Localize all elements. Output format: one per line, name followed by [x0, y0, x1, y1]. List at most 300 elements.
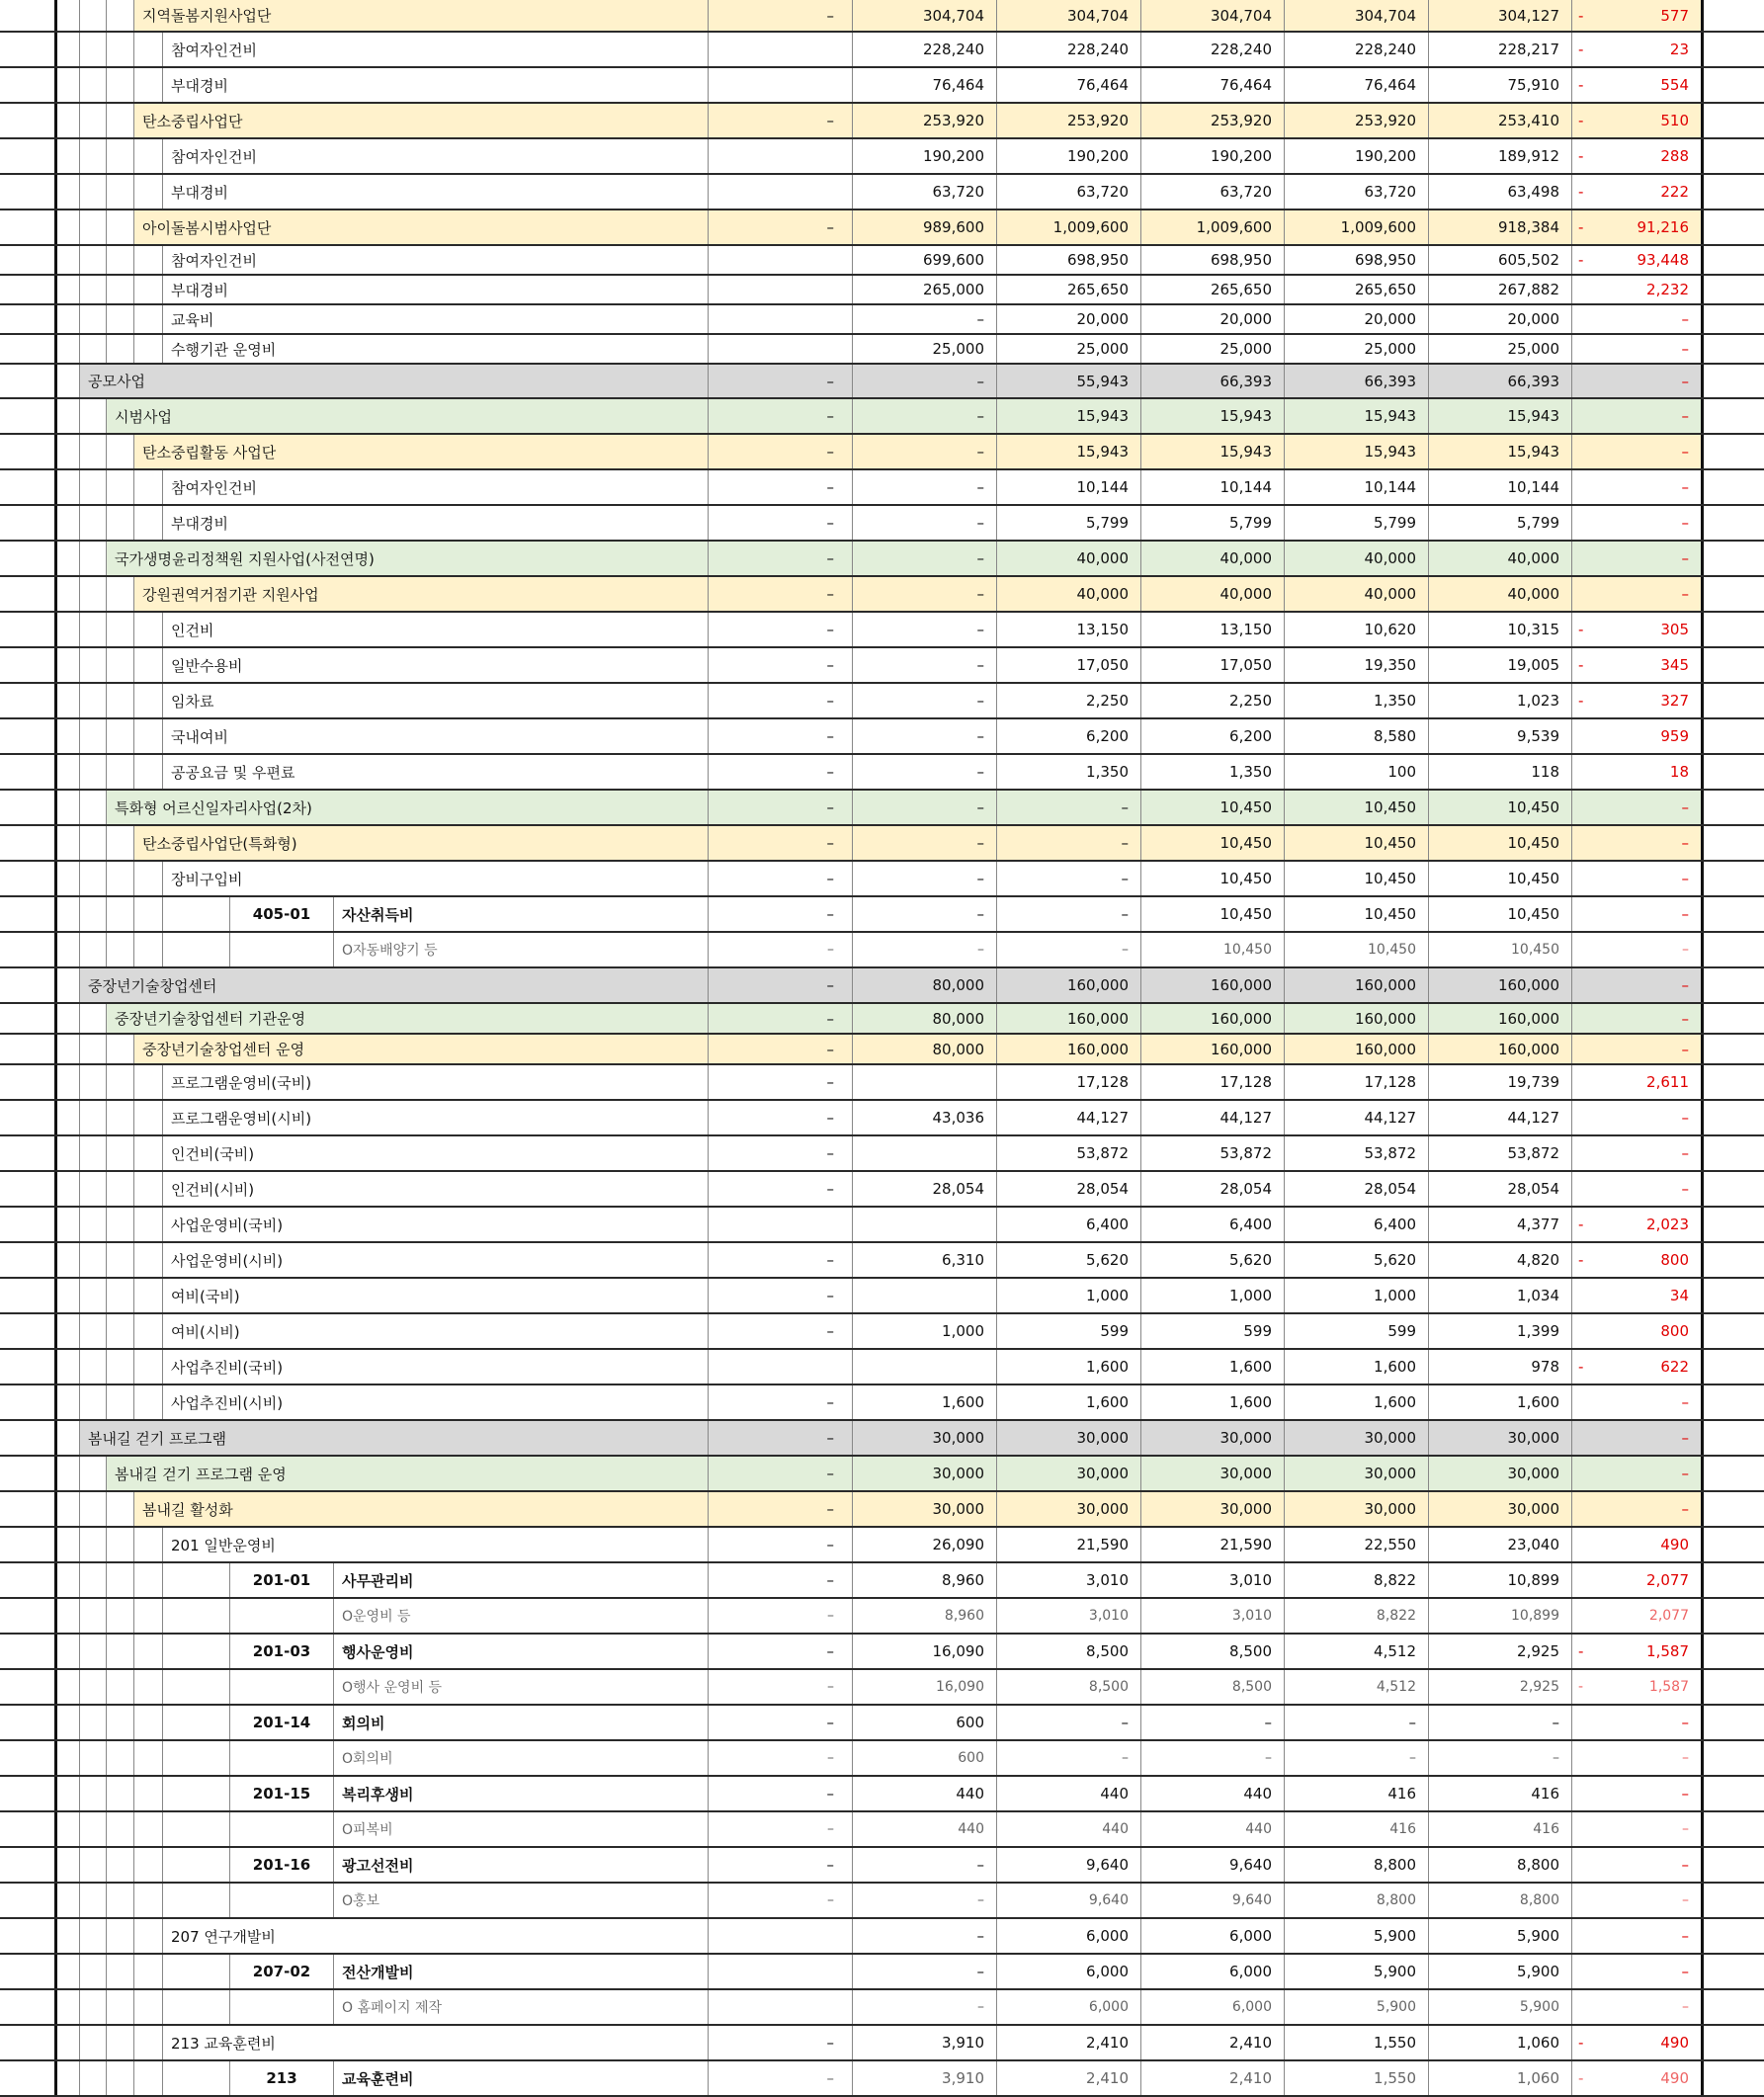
amount: 6,000: [1086, 1927, 1129, 1945]
table-border-right: [1701, 1004, 1704, 1033]
indent-cell: [163, 1990, 230, 2024]
indent-cell: [107, 1492, 134, 1526]
indent-cell: [134, 1065, 163, 1099]
item-label-cell: [107, 399, 709, 433]
amount-cell: [1141, 399, 1285, 433]
difference-cell: [1572, 648, 1701, 682]
marker: –: [826, 6, 834, 25]
amount-cell: [1285, 470, 1429, 504]
difference-cell: [1572, 613, 1701, 646]
marker: –: [826, 585, 834, 603]
page-margin: [0, 862, 54, 895]
amount-cell: [853, 104, 997, 137]
indent-cell: [107, 933, 134, 966]
amount: –: [976, 514, 984, 532]
amount-cell: [1141, 305, 1285, 333]
amount-cell: [997, 1812, 1141, 1846]
indent-cell: [80, 104, 107, 137]
amount-cell: [853, 246, 997, 274]
page-margin: [0, 1385, 54, 1419]
difference-cell: [1572, 1314, 1701, 1348]
indent-cell: [107, 862, 134, 895]
item-label-cell: [163, 613, 709, 646]
marker: –: [826, 112, 834, 129]
amount: 10,450: [1219, 905, 1272, 923]
table-row: [0, 276, 1764, 305]
budget-code-cell: [230, 897, 334, 931]
indent-cell: [57, 210, 80, 244]
amount-cell: [1429, 1599, 1572, 1633]
indent-cell: [57, 1492, 80, 1526]
amount: 9,640: [1088, 1892, 1129, 1908]
indent-cell: [80, 2061, 107, 2095]
difference-cell: [1572, 1136, 1701, 1170]
indent-cell: [57, 399, 80, 433]
indent-cell: [80, 1528, 107, 1561]
difference-value: –: [1681, 1714, 1689, 1731]
amount: 1,600: [1374, 1393, 1416, 1411]
difference-value: 2,611: [1646, 1073, 1689, 1091]
amount: 1,600: [942, 1393, 984, 1411]
amount: 978: [1531, 1358, 1559, 1376]
indent-cell: [107, 1955, 134, 1988]
indent-cell: [134, 1955, 163, 1988]
amount-cell: [853, 1314, 997, 1348]
amount: 10,450: [1511, 942, 1559, 958]
amount-cell: [1285, 684, 1429, 717]
indent-cell: [57, 1670, 80, 1704]
amount: 1,600: [1229, 1358, 1272, 1376]
item-label-cell: [134, 577, 709, 611]
difference-value: –: [1681, 905, 1689, 923]
indent-cell: [107, 1101, 134, 1134]
table-row: [0, 435, 1764, 470]
indent-cell: [80, 1741, 107, 1775]
item-label: 봄내길 활성화: [142, 1500, 233, 1519]
difference-cell: [1572, 435, 1701, 468]
amount: 8,960: [942, 1571, 984, 1589]
indent-cell: [134, 1314, 163, 1348]
amount: 8,822: [1376, 1608, 1416, 1624]
amount: 698,950: [1354, 251, 1416, 269]
amount-cell: [853, 826, 997, 860]
amount: 10,450: [1219, 870, 1272, 887]
indent-cell: [107, 648, 134, 682]
amount-cell: [1429, 210, 1572, 244]
indent-cell: [57, 1777, 80, 1810]
amount-cell: [1429, 1706, 1572, 1739]
item-label: 중장년기술창업센터 기관운영: [115, 1010, 306, 1028]
indent-cell: [80, 435, 107, 468]
indent-cell: [57, 305, 80, 333]
table-row: [0, 755, 1764, 791]
amount: 30,000: [932, 1500, 984, 1518]
amount: 17,128: [1364, 1073, 1416, 1091]
amount-cell: [1429, 1884, 1572, 1917]
table-row: [0, 1243, 1764, 1279]
indent-cell: [107, 1599, 134, 1633]
indent-cell: [107, 1990, 134, 2024]
indent-cell: [57, 933, 80, 966]
page-margin: [0, 210, 54, 244]
marker-cell: [709, 1706, 853, 1739]
amount-cell: [997, 1777, 1141, 1810]
amount-cell: [853, 1848, 997, 1882]
difference-value: –: [1681, 1963, 1689, 1980]
amount: 30,000: [1076, 1465, 1129, 1482]
indent-cell: [57, 104, 80, 137]
amount-cell: [1429, 1990, 1572, 2024]
indent-cell: [80, 1004, 107, 1033]
marker: –: [826, 218, 834, 236]
amount: 1,350: [1086, 763, 1129, 781]
indent-cell: [80, 1208, 107, 1241]
indent-cell: [57, 68, 80, 102]
amount-cell: [853, 1172, 997, 1206]
indent-cell: [134, 276, 163, 303]
table-row: [0, 1457, 1764, 1492]
marker-cell: [709, 1777, 853, 1810]
amount-cell: [1429, 1919, 1572, 1953]
indent-cell: [134, 2026, 163, 2059]
amount: 9,640: [1229, 1856, 1272, 1874]
amount-cell: [1285, 1919, 1429, 1953]
amount-cell: [1141, 1777, 1285, 1810]
difference-cell: [1572, 1777, 1701, 1810]
table-row: [0, 2061, 1764, 2097]
marker-cell: [709, 791, 853, 824]
amount: 6,200: [1229, 727, 1272, 745]
indent-cell: [107, 139, 134, 173]
amount: 80,000: [932, 976, 984, 994]
difference-value: –: [1681, 340, 1689, 358]
amount-cell: [1141, 104, 1285, 137]
amount: 53,872: [1076, 1144, 1129, 1162]
page-margin: [0, 1670, 54, 1704]
item-label: 탄소중립사업단(특화형): [142, 834, 297, 853]
marker: –: [827, 942, 834, 958]
amount: 26,090: [932, 1536, 984, 1553]
amount: 599: [1387, 1322, 1416, 1340]
item-label: 참여자인건비: [171, 41, 257, 59]
table-border-right: [1701, 684, 1704, 717]
difference-value: 959: [1660, 727, 1689, 745]
difference-value: 18: [1669, 763, 1689, 781]
amount-cell: [997, 506, 1141, 540]
amount: –: [1122, 942, 1129, 958]
amount: 6,000: [1229, 1927, 1272, 1945]
amount-cell: [1285, 104, 1429, 137]
amount-cell: [997, 435, 1141, 468]
table-row: [0, 1172, 1764, 1208]
difference-cell: [1572, 684, 1701, 717]
page-margin: [0, 1035, 54, 1063]
difference-value: 1,587: [1646, 1642, 1689, 1660]
item-label-cell: [163, 246, 709, 274]
amount-cell: [1429, 365, 1572, 397]
amount: 1,000: [1229, 1287, 1272, 1304]
amount-cell: [1141, 276, 1285, 303]
marker-cell: [709, 1812, 853, 1846]
amount: 160,000: [1497, 976, 1559, 994]
table-row: [0, 1919, 1764, 1955]
amount: 17,128: [1076, 1073, 1129, 1091]
item-label: 공공요금 및 우편료: [171, 763, 295, 782]
item-label: 중장년기술창업센터: [88, 976, 217, 995]
table-row: [0, 613, 1764, 648]
amount: 1,023: [1517, 692, 1559, 710]
page-margin: [0, 791, 54, 824]
amount: 190,200: [1354, 147, 1416, 165]
item-label-cell: [134, 1035, 709, 1063]
amount-cell: [1429, 1314, 1572, 1348]
indent-cell: [107, 1314, 134, 1348]
difference-cell: [1572, 139, 1701, 173]
marker-cell: [709, 305, 853, 333]
indent-cell: [134, 139, 163, 173]
amount-cell: [1141, 791, 1285, 824]
page-margin: [0, 1457, 54, 1490]
amount-cell: [1141, 1884, 1285, 1917]
marker: –: [826, 1109, 834, 1127]
amount-cell: [1429, 305, 1572, 333]
page-margin: [0, 1812, 54, 1846]
amount-cell: [1429, 1421, 1572, 1455]
amount: 440: [1100, 1785, 1129, 1803]
marker: –: [826, 763, 834, 781]
table-border-right: [1701, 1563, 1704, 1597]
amount-cell: [1141, 1350, 1285, 1384]
page-margin: [0, 1492, 54, 1526]
item-label-cell: [134, 210, 709, 244]
amount: 10,450: [1364, 798, 1416, 816]
amount-cell: [997, 1101, 1141, 1134]
item-label-cell: [334, 1884, 709, 1917]
marker-cell: [709, 175, 853, 209]
page-margin: [0, 968, 54, 1002]
indent-cell: [57, 139, 80, 173]
amount-cell: [1429, 542, 1572, 575]
indent-cell: [57, 33, 80, 66]
amount: 30,000: [932, 1465, 984, 1482]
indent-cell: [107, 1172, 134, 1206]
amount: –: [1121, 834, 1129, 852]
amount: 5,799: [1229, 514, 1272, 532]
amount: 40,000: [1364, 549, 1416, 567]
amount: 76,464: [932, 76, 984, 94]
amount: 8,800: [1519, 1892, 1559, 1908]
amount-cell: [1141, 755, 1285, 789]
amount-cell: [1429, 826, 1572, 860]
page-margin: [0, 613, 54, 646]
amount: –: [1121, 798, 1129, 816]
page-margin: [0, 33, 54, 66]
amount-cell: [1429, 1635, 1572, 1668]
indent-cell: [163, 1599, 230, 1633]
indent-cell: [80, 335, 107, 363]
page-margin: [0, 305, 54, 333]
amount: 416: [1531, 1785, 1559, 1803]
amount: 1,060: [1517, 2069, 1559, 2087]
amount-cell: [1285, 1136, 1429, 1170]
marker-cell: [709, 1279, 853, 1312]
amount: 2,250: [1086, 692, 1129, 710]
marker-cell: [709, 968, 853, 1002]
difference-value: –: [1681, 1144, 1689, 1162]
indent-cell: [57, 968, 80, 1002]
table-row: [0, 1314, 1764, 1350]
item-label: 인건비(국비): [171, 1144, 255, 1163]
amount: 63,498: [1507, 183, 1559, 201]
indent-cell: [80, 1101, 107, 1134]
item-label-cell: [334, 1599, 709, 1633]
table-row: [0, 1421, 1764, 1457]
item-label: 자산취득비: [342, 905, 414, 924]
amount: 1,350: [1374, 692, 1416, 710]
budget-code: 201-01: [252, 1571, 311, 1589]
difference-value: –: [1682, 1999, 1689, 2015]
indent-cell: [57, 335, 80, 363]
amount-cell: [1141, 1172, 1285, 1206]
amount-cell: [1141, 613, 1285, 646]
marker-cell: [709, 1136, 853, 1170]
amount: 30,000: [1364, 1429, 1416, 1447]
marker: –: [826, 514, 834, 532]
amount-cell: [1285, 577, 1429, 611]
table-row: [0, 862, 1764, 897]
difference-value: 34: [1669, 1287, 1689, 1304]
item-label-cell: [107, 542, 709, 575]
amount: 5,620: [1086, 1251, 1129, 1269]
item-label: O회의비: [342, 1751, 393, 1767]
item-label-cell: [134, 0, 709, 31]
marker: –: [826, 621, 834, 638]
indent-cell: [134, 1990, 163, 2024]
amount-cell: [1285, 276, 1429, 303]
amount-cell: [853, 1208, 997, 1241]
amount-cell: [853, 684, 997, 717]
marker-cell: [709, 68, 853, 102]
amount: 13,150: [1076, 621, 1129, 638]
amount: 17,050: [1219, 656, 1272, 674]
table-row: [0, 1670, 1764, 1706]
amount: 4,820: [1517, 1251, 1559, 1269]
indent-cell: [80, 897, 107, 931]
page-margin: [0, 1884, 54, 1917]
amount-cell: [853, 506, 997, 540]
indent-cell: [134, 1563, 163, 1597]
page-margin: [0, 933, 54, 966]
marker-cell: [709, 1599, 853, 1633]
indent-cell: [134, 470, 163, 504]
difference-value: –: [1681, 1040, 1689, 1058]
item-label: 지역돌봄지원사업단: [142, 7, 272, 25]
amount: 160,000: [1210, 1040, 1272, 1058]
indent-cell: [134, 648, 163, 682]
amount: 15,943: [1364, 407, 1416, 425]
amount-cell: [853, 399, 997, 433]
amount-cell: [997, 862, 1141, 895]
difference-cell: [1572, 1990, 1701, 2024]
item-label: 중장년기술창업센터 운영: [142, 1041, 305, 1058]
amount-cell: [997, 1919, 1141, 1953]
item-label-cell: [163, 1208, 709, 1241]
indent-cell: [80, 276, 107, 303]
amount-cell: [853, 1457, 997, 1490]
table-row: [0, 246, 1764, 276]
indent-cell: [134, 1136, 163, 1170]
amount: –: [977, 942, 984, 958]
amount: –: [976, 1927, 984, 1945]
indent-cell: [163, 1563, 230, 1597]
item-label: 참여자인건비: [171, 147, 257, 166]
difference-cell: [1572, 1243, 1701, 1277]
amount-cell: [1429, 613, 1572, 646]
marker: –: [826, 443, 834, 461]
indent-cell: [134, 33, 163, 66]
amount: 43,036: [932, 1109, 984, 1127]
amount: 40,000: [1364, 585, 1416, 603]
item-label: 행사운영비: [342, 1642, 414, 1661]
amount-cell: [853, 1884, 997, 1917]
difference-cell: [1572, 1848, 1701, 1882]
indent-cell: [163, 1777, 230, 1810]
amount-cell: [1141, 1919, 1285, 1953]
amount-cell: [1285, 246, 1429, 274]
item-label: 여비(국비): [171, 1287, 240, 1305]
page-margin: [0, 719, 54, 753]
amount-cell: [1429, 104, 1572, 137]
amount: 253,410: [1497, 112, 1559, 129]
table-row: [0, 1208, 1764, 1243]
amount-cell: [997, 68, 1141, 102]
table-border-right: [1701, 1492, 1704, 1526]
table-row: [0, 684, 1764, 719]
table-row: [0, 1350, 1764, 1385]
marker-cell: [709, 613, 853, 646]
indent-cell: [57, 1528, 80, 1561]
amount-cell: [997, 719, 1141, 753]
amount-cell: [1141, 2061, 1285, 2095]
amount-cell: [1429, 1101, 1572, 1134]
page-margin: [0, 542, 54, 575]
amount-cell: [1285, 506, 1429, 540]
difference-value: –: [1681, 1393, 1689, 1411]
indent-cell: [134, 1777, 163, 1810]
amount-cell: [997, 139, 1141, 173]
amount: 44,127: [1507, 1109, 1559, 1127]
amount-cell: [1429, 1065, 1572, 1099]
item-label-cell: [334, 1990, 709, 2024]
difference-value: –: [1681, 870, 1689, 887]
indent-cell: [134, 1741, 163, 1775]
item-label-cell: [107, 1457, 709, 1490]
marker-cell: [709, 1955, 853, 1988]
indent-cell: [57, 1035, 80, 1063]
difference-cell: [1572, 826, 1701, 860]
amount-cell: [1141, 335, 1285, 363]
difference-value: 288: [1660, 147, 1689, 165]
indent-cell: [134, 335, 163, 363]
amount: –: [977, 1999, 984, 2015]
indent-cell: [163, 1955, 230, 1988]
table-border-right: [1701, 139, 1704, 173]
indent-cell: [134, 897, 163, 931]
difference-cell: [1572, 1457, 1701, 1490]
difference-cell: [1572, 1172, 1701, 1206]
item-label: 인건비: [171, 621, 214, 639]
amount-cell: [997, 1563, 1141, 1597]
